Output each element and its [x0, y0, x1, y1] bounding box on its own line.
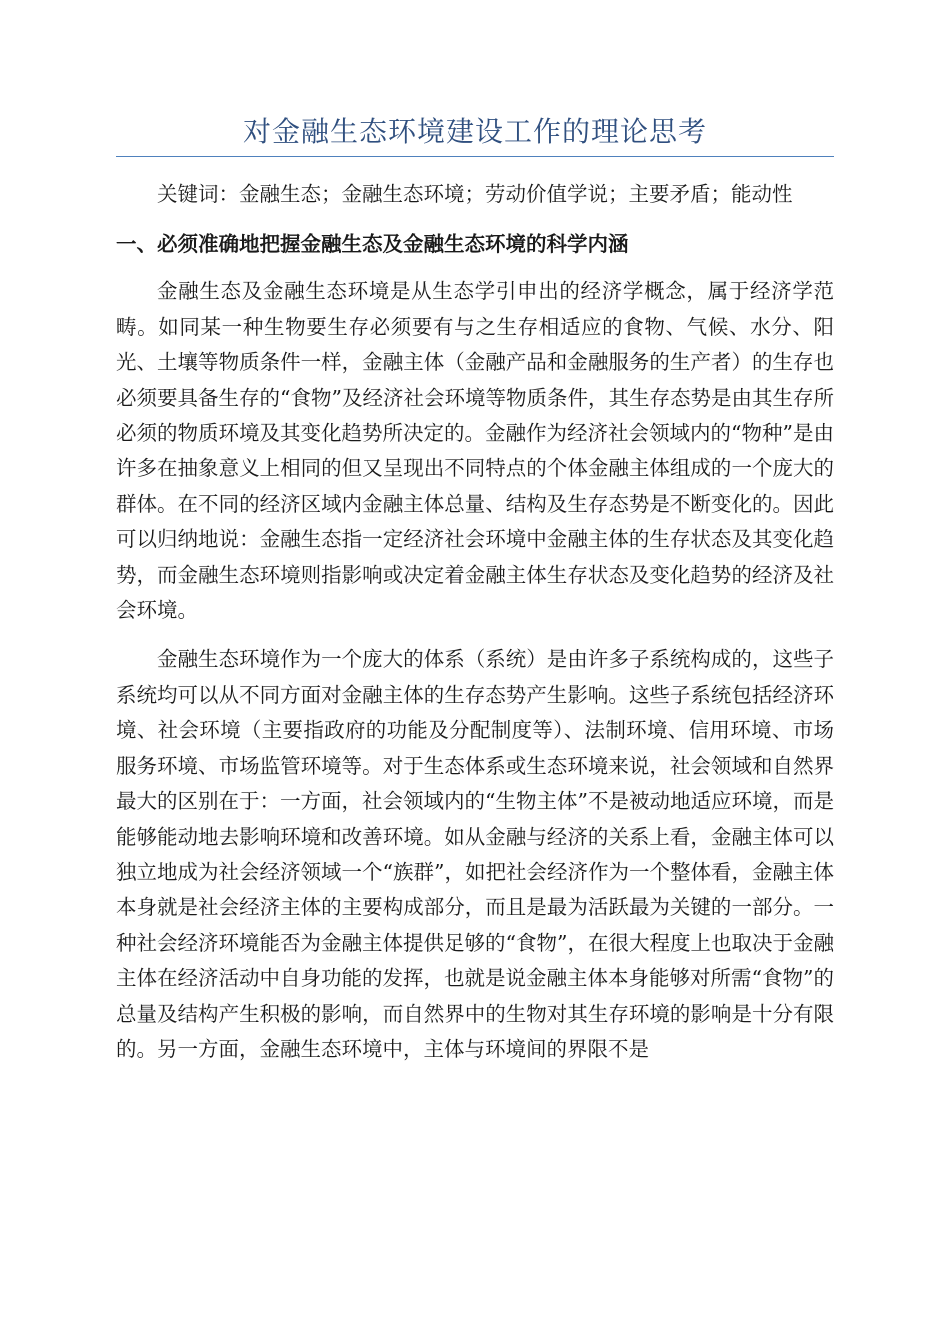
title-underline: [116, 156, 834, 157]
section-heading-1: 一、必须准确地把握金融生态及金融生态环境的科学内涵: [116, 232, 629, 257]
document-page: [116, 112, 834, 1067]
body-paragraph-2: 金融生态环境作为一个庞大的体系（系统）是由许多子系统构成的，这些子系统均可以从不同方面对金融主体的生存态势产生影响。这些子系统包括经济环境、社会环境（主要指政府的功能及分配制度等）、法制环境、信用环境、市场服务环境、市场监管环境等。对于生态体系或生态环境来说，社会领域和自然界最大的区别在于：一方面，社会领域内的“生物主体”不是被动地适应环境，而是能够能动地去影响环境和改善环境。如从金融与经济的关系上看，金融主体可以独立地成为社会经济领域一个“族群”，如把社会经济作为一个整体看，金融主体本身就是社会经济主体的主要构成部分，而且是最为活跃最为关键的一部分。一种社会经济环境能否为金融主体提供足够的“食物”，在很大程度上也取决于金融主体在经济活动中自身功能的发挥，也就是说金融主体本身能够对所需“食物”的总量及结构产生积极的影响，而自然界中的生物对其生存环境的影响是十分有限的。另一方面，金融生态环境中，主体与环境间的界限不是: [116, 647, 834, 1061]
keywords-line: 关键词：金融生态；金融生态环境；劳动价值学说；主要矛盾；能动性: [157, 182, 793, 206]
document-title: 对金融生态环境建设工作的理论思考: [242, 115, 707, 148]
body-paragraph-1: 金融生态及金融生态环境是从生态学引申出的经济学概念，属于经济学范畴。如同某一种生物要生存必须要有与之生存相适应的食物、气候、水分、阳光、土壤等物质条件一样，金融主体（金融产品和金融服务的生产者）的生存也必须要具备生存的“食物”及经济社会环境等物质条件，其生存态势是由其生存所必须的物质环境及其变化趋势所决定的。金融作为经济社会领域内的“物种”是由许多在抽象意义上相同的但又呈现出不同特点的个体金融主体组成的一个庞大的群体。在不同的经济区域内金融主体总量、结构及生存态势是不断变化的。因此可以归纳地说：金融生态指一定经济社会环境中金融主体的生存状态及其变化趋势，而金融生态环境则指影响或决定着金融主体生存状态及变化趋势的经济及社会环境。: [116, 279, 834, 623]
